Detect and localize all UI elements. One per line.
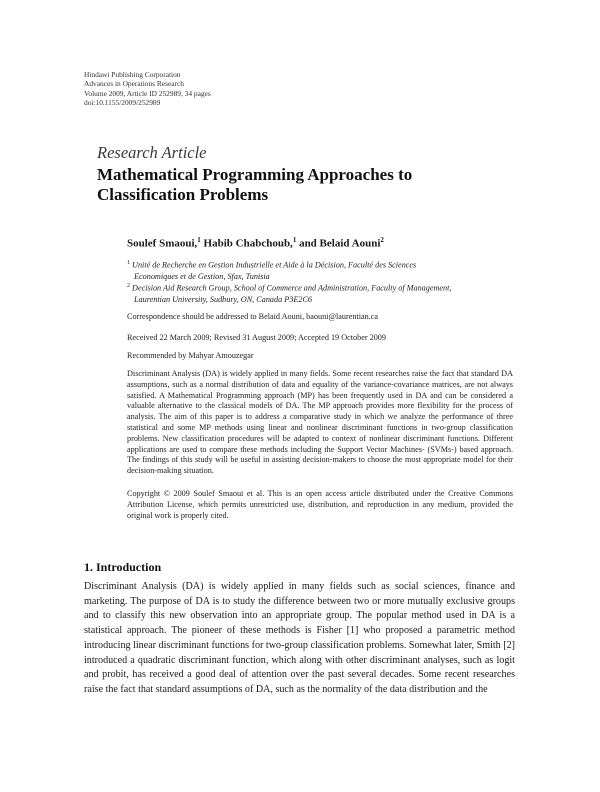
copyright-text: Copyright © 2009 Soulef Smaoui et al. This is an open access article distributed under the Creative Commons Attribution License, which permits unrestricted use, distribution, and reproduction in any medium, provided the original work is properly cited. <box>127 489 513 520</box>
author-name: Soulef Smaoui, <box>127 237 198 250</box>
dates-line: Received 22 March 2009; Revised 31 August 2009; Accepted 19 October 2009 <box>127 333 386 342</box>
article-type: Research Article <box>97 143 207 162</box>
doi-link[interactable]: doi:10.1155/2009/252989 <box>84 98 161 108</box>
publication-info <box>84 70 211 108</box>
recommended-line: Recommended by Mahyar Amouzegar <box>127 351 254 360</box>
author-aff-mark: 2 <box>380 236 384 244</box>
author-name: and Belaid Aouni <box>299 237 381 250</box>
paper-title: Mathematical Programming Approaches to Classification Problems <box>97 165 413 204</box>
author-aff-mark: 1 <box>197 236 201 244</box>
volume-line: Volume 2009, Article ID 252989, 34 pages <box>84 88 211 98</box>
affiliation-number: 2 <box>127 283 130 289</box>
publisher-name: Hindawi Publishing Corporation <box>84 70 181 79</box>
affiliation-2 <box>127 281 527 306</box>
affiliation-line: Economiques et de Gestion, Sfax, Tunisia <box>134 272 270 282</box>
correspondence-line: Correspondence should be addressed to Belaid Aouni, baouni@laurentian.ca <box>127 312 379 321</box>
author-name: Habib Chabchoub, <box>203 237 293 250</box>
affiliation-1 <box>127 258 527 283</box>
section-body: Discriminant Analysis (DA) is widely applied in many fields such as social sciences, finance and marketing. The purpose of DA is to study the difference between two or more mutually exclusive groups and to classify this new observation into an appropriate group. The popular method used in DA is a statistical approach. The pioneer of these methods is Fisher [1] who proposed a parametric method introducing linear discriminant functions for two-group classification problems. Somewhat later, Smith [2] introduced a quadratic discriminant function, which along with other discriminant analyses, such as logit and probit, has received a good deal of attention over the past several decades. Some recent researches raise the fact that standard assumptions of DA, such as the normality of the data distribution and the <box>84 581 516 695</box>
affiliation-line: Unité de Recherche en Gestion Industrielle et Aide à la Décision, Faculté des Sciences <box>132 260 417 270</box>
author-list <box>127 236 384 250</box>
affiliation-line: Laurentian University, Sudbury, ON, Canada P3E2C6 <box>134 295 313 305</box>
journal-name: Advances in Operations Research <box>84 79 184 89</box>
author-aff-mark: 1 <box>292 236 297 244</box>
abstract-text: Discriminant Analysis (DA) is widely applied in many fields. Some recent researches raise the fact that standard DA assumptions, such as a normal distribution of data and equality of the variance-covariance matrices, are not always satisfied. A Mathematical Programming approach (MP) has been frequently used in DA and can be considered a valuable alternative to the classical models of DA. The MP approach provides more flexibility for the process of analysis. The aim of this paper is to address a comparative study in which we analyze the performance of three statistical and some MP methods using linear and nonlinear discriminant functions in two-group classification problems. New classification procedures will be adapted to context of nonlinear discriminant functions. Different applications are used to compare these methods including the Support Vector Machines- (SVMs-) based approach. The findings of this study will be useful in assisting decision-makers to choose the most appropriate model for their decision-making situation. <box>127 369 513 476</box>
affiliation-line: Decision Aid Research Group, School of Commerce and Administration, Faculty of Management, <box>132 283 452 293</box>
affiliation-number: 1 <box>127 260 130 266</box>
section-heading: 1. Introduction <box>84 560 162 574</box>
